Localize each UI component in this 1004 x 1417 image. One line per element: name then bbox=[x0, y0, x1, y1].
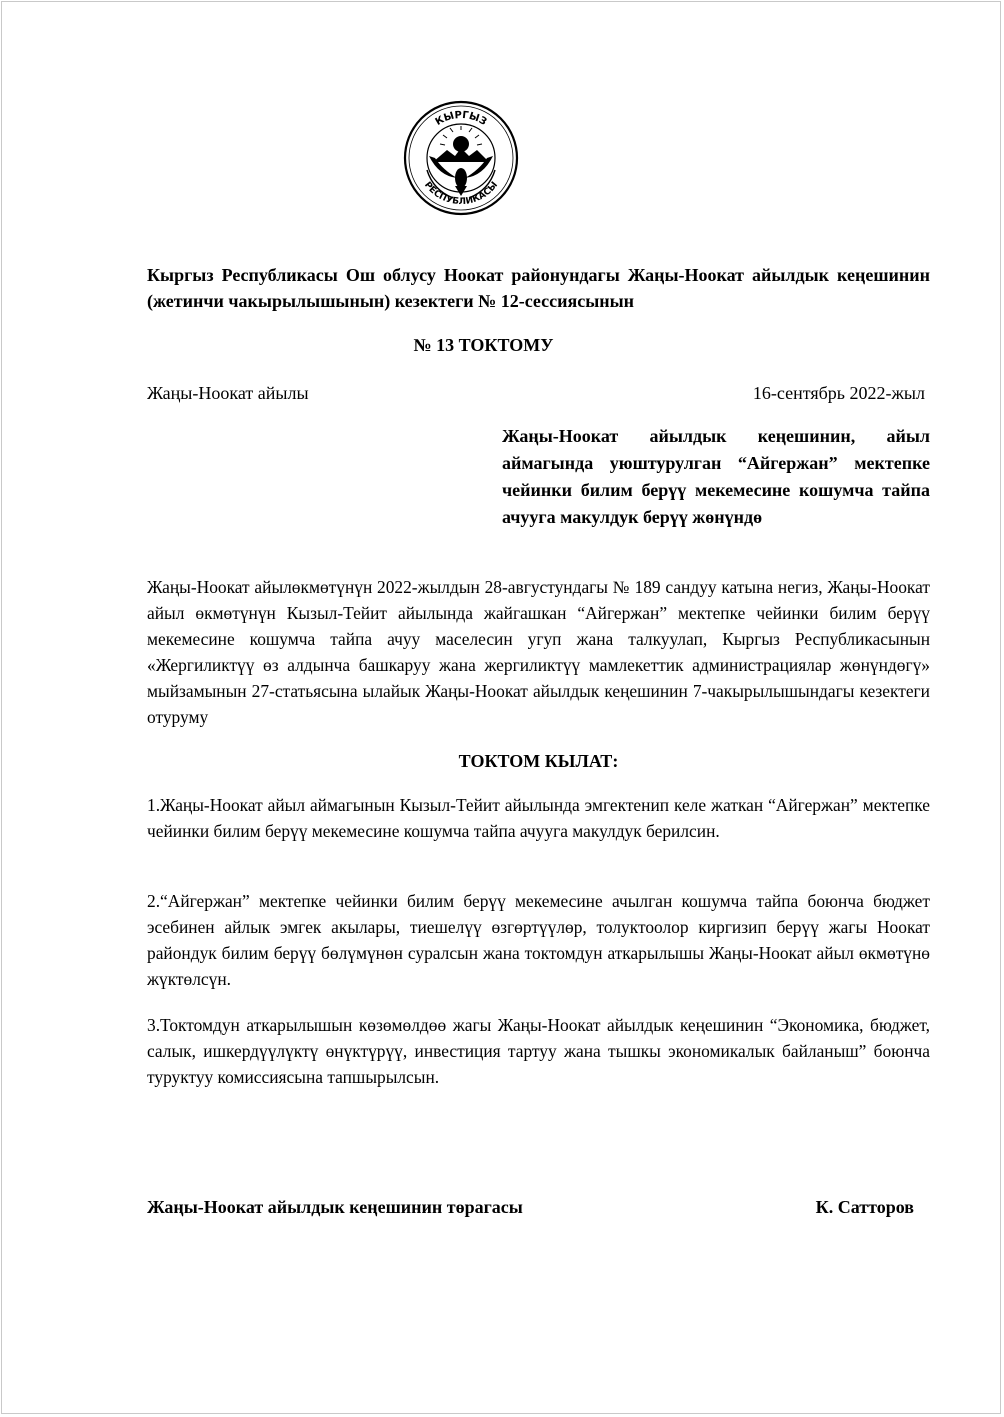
emblem-text-bottom: РЕСПУБЛИКАСЫ bbox=[422, 180, 501, 208]
preamble-paragraph: Жаңы-Ноокат айылөкмөтүнүн 2022-жылдын 28-августундагы № 189 сандуу катына негиз, Жаңы-Ноокат айыл өкмөтүнүн Кызыл-Тейит айылында жайгашкан “Айгержан” мектепке чейинки билим берүү мекемесине кошумча тайпа ачуу маселесин угуп жана талкуулап, Кыргыз Республикасынын «Жергиликтүү өз алдынча башкаруу жана жергиликтүү мамлекеттик администрациялар жөнүндөгү» мыйзамынын 27-статьясына ылайык Жаңы-Ноокат айылдык кеңешинин 7-чакырылышындагы кезектеги отуруму bbox=[147, 577, 930, 727]
emblem-text-top: КЫРГЫЗ bbox=[433, 109, 489, 128]
decree-item-2: 2.“Айгержан” мектепке чейинки билим берүү мекемесине ачылган кошумча тайпа боюнча бюджет эсебинен айлык эмгек акылары, тиешелүү өзгөртүүлөр, толуктоолор киргизип берүү жагы Ноокат райондук билим берүү бөлүмүнөн суралсын жана токтомдун аткарылышы Жаңы-Ноокат айыл өкмөтүнө жүктөлсүн. bbox=[147, 891, 930, 989]
subject-title: Жаңы-Ноокат айылдык кеңешинин, айыл аймагында уюштурулган “Айгержан” мектепке чейинки билим берүү мекемесине кошумча тайпа ачууга макулдук берүү жөнүндө bbox=[502, 426, 930, 527]
kyrgyz-state-emblem-icon bbox=[403, 100, 519, 216]
document-title: № 13 ТОКТОМУ bbox=[413, 335, 554, 355]
decree-item-3: 3.Токтомдун аткарылышын көзөмөлдөө жагы Жаңы-Ноокат айылдык кеңешинин “Экономика, бюджет, салык, ишкердүүлүктү өнүктүрүү, инвестиция тартуу жана тышкы экономикалык байланыш” боюнча туруктуу комиссиясына тапшырылсын. bbox=[147, 1015, 930, 1087]
issue-place: Жаңы-Ноокат айылы bbox=[147, 383, 309, 403]
issuer-heading: Кыргыз Республикасы Ош облусу Ноокат районундагы Жаңы-Ноокат айылдык кеңешинин (жетинчи чакырылышынын) кезектеги № 12-сессиясынын bbox=[147, 265, 930, 311]
signatory-position: Жаңы-Ноокат айылдык кеңешинин төрагасы bbox=[147, 1197, 523, 1217]
decree-item-1: 1.Жаңы-Ноокат айыл аймагынын Кызыл-Тейит айылында эмгектенип келе жаткан “Айгержан” мектепке чейинки билим берүү мекемесине кошумча тайпа ачууга макулдук берилсин. bbox=[147, 795, 930, 841]
decree-heading: ТОКТОМ КЫЛАТ: bbox=[458, 751, 619, 771]
signatory-name: К. Сатторов bbox=[815, 1197, 914, 1217]
issue-date: 16-сентябрь 2022-жыл bbox=[752, 383, 925, 403]
